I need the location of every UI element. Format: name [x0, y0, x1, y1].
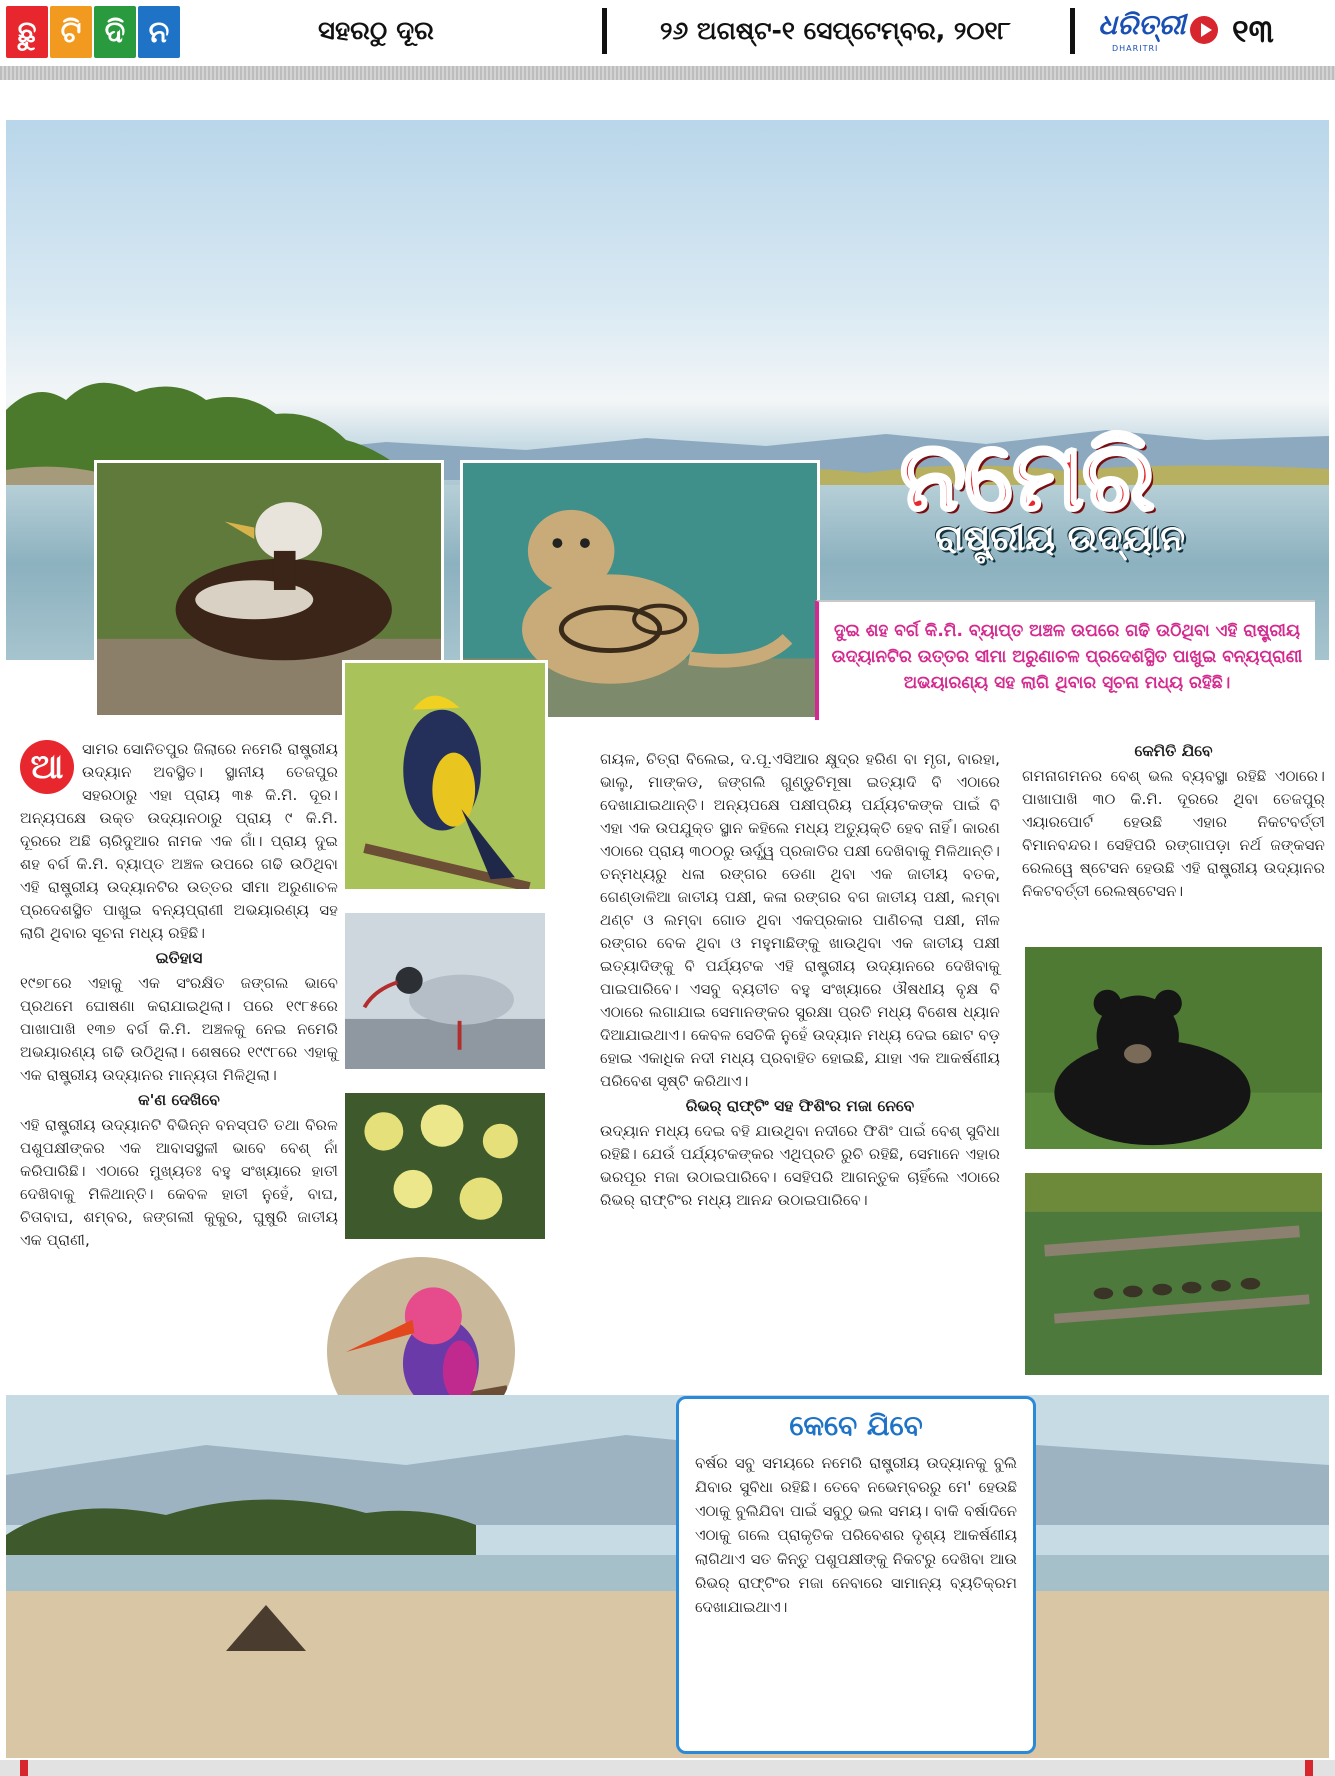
heading-how-to-reach: କେମିତି ଯିବେ — [1134, 742, 1213, 760]
footer-marker — [20, 1760, 28, 1776]
photo-ibisbill — [342, 910, 548, 1072]
paragraph-rafting: ଉଦ୍ୟାନ ମଧ୍ୟ ଦେଇ ବହି ଯାଉଥିବା ନଦୀରେ ଫିଶିଂ ପାଇଁ ବେଶ୍ ସୁବିଧା ରହିଛି। ଯେଉଁ ପର୍ଯ୍ୟଟକଙ୍କର ଏଥିପ୍ରତି ରୁଚି ରହିଛି, ସେମାନେ ଏହାର ଭରପୂର ମଜା ଉଠାଇପାରିବେ। ସେହିପରି ଆଗନ୍ତୁକ ଚାହିଁଲେ ଏଠାରେ ରିଭର୍ ରାଫ୍ଟିଂର ମଧ୍ୟ ଆନନ୍ଦ ଉଠାଇପାରିବେ। — [600, 1122, 1000, 1209]
paragraph-how-to-reach: ଗମନାଗମନର ବେଶ୍ ଭଲ ବ୍ୟବସ୍ଥା ରହିଛି ଏଠାରେ। ପାଖାପାଖି ୩୦ କି.ମି. ଦୂରରେ ଥିବା ତେଜପୁର୍ ଏୟାରପୋର୍ଟ ହେଉଛି ଏହାର ନିକଟବର୍ତ୍ତୀ ବିମାନବନ୍ଦର। ସେହିପରି ରଙ୍ଗାପଡ଼ା ନର୍ଥ ଜଙ୍କସନ ରେଲୱେ ଷ୍ଟେସନ ହେଉଛି ଏହି ରାଷ୍ଟ୍ରୀୟ ଉଦ୍ୟାନର ନିକଟବର୍ତ୍ତୀ ରେଲଷ୍ଟେସନ। — [1022, 767, 1325, 900]
masthead-char: ଦି — [94, 6, 136, 58]
paragraph-location: ସାମର ସୋନିତପୁର ଜିଲାରେ ନମେରି ରାଷ୍ଟ୍ରୀୟ ଉଦ୍ୟାନ ଅବସ୍ଥିତ। ସ୍ଥାନୀୟ ତେଜପୁର ସହରଠାରୁ ଏହା ପ୍ରାୟ ୩୫ କି.ମି. ଦୂର। ଅନ୍ୟପକ୍ଷେ ଉକ୍ତ ଉଦ୍ୟାନଠାରୁ ପ୍ରାୟ ୯ କି.ମି. ଦୂରରେ ଅଛି ଚାରିଦୁଆର ନାମକ ଏକ ଗାଁ। ପ୍ରାୟ ଦୁଇ ଶହ ବର୍ଗ କି.ମି. ବ୍ୟାପ୍ତ ଅଞ୍ଚଳ ଉପରେ ଗଢି ଉଠିଥିବା ଏହି ରାଷ୍ଟ୍ରୀୟ ଉଦ୍ୟାନଟିର ଉତ୍ତର ସୀମା ଅରୁଣାଚଳ ପ୍ରଦେଶସ୍ଥିତ ପାଖୁଇ ବନ୍ୟପ୍ରାଣୀ ଅଭୟାରଣ୍ୟ ସହ ଲାଗି ଥିବାର ସୂଚନା ମଧ୍ୟ ରହିଛି। — [20, 740, 338, 942]
masthead-char: ଛୁ — [6, 6, 48, 58]
intro-summary: ଦୁଇ ଶହ ବର୍ଗ କି.ମି. ବ୍ୟାପ୍ତ ଅଞ୍ଚଳ ଉପରେ ଗଢି ଉଠିଥିବା ଏହି ରାଷ୍ଟ୍ରୀୟ ଉଦ୍ୟାନଟିର ଉତ୍ତର ସୀମା ଅରୁଣାଚଳ ପ୍ରଦେଶସ୍ଥିତ ପାଖୁଇ ବନ୍ୟପ୍ରାଣୀ ଅଭୟାରଣ୍ୟ ସହ ଲାଗି ଥିବାର ସୂଚନା ମଧ୍ୟ ରହିଛି। — [815, 600, 1315, 720]
header-divider — [1070, 8, 1075, 54]
photo-river-turtles — [1022, 1170, 1325, 1378]
paragraph-wildlife: ଗୟଳ, ଚିତ୍ରା ବିଲେଇ, ଦ.ପୂ.ଏସିଆର କ୍ଷୁଦ୍ର ହରିଣ ବା ମୃଗ, ବାରହା, ଭାଲୁ, ମାଙ୍କଡ, ଜଙ୍ଗଲି ଗୁଣ୍ଡୁଚିମୂଷା ଇତ୍ୟାଦି ବି ଏଠାରେ ଦେଖାଯାଇଥାନ୍ତି। ଅନ୍ୟପକ୍ଷେ ପକ୍ଷୀପ୍ରିୟ ପର୍ଯ୍ୟଟକଙ୍କ ପାଇଁ ବି ଏହା ଏକ ଉପଯୁକ୍ତ ସ୍ଥାନ କହିଲେ ମଧ୍ୟ ଅତ୍ୟୁକ୍ତି ହେବ ନାହିଁ। କାରଣ ଏଠାରେ ପ୍ରାୟ ୩୦୦ରୁ ଊର୍ଦ୍ଧ୍ୱ ପ୍ରଜାତିର ପକ୍ଷୀ ଦେଖିବାକୁ ମିଳିଥାନ୍ତି। ତନ୍ମଧ୍ୟରୁ ଧଳା ରଙ୍ଗର ଡେଣା ଥିବା ଏକ ଜାତୀୟ ବତକ, ଗେଣ୍ଡାଳିଆ ଜାତୀୟ ପକ୍ଷୀ, କଳା ରଙ୍ଗର ବଗ ଜାତୀୟ ପକ୍ଷୀ, ଲମ୍ବା ଥଣ୍ଟ ଓ ଲମ୍ବା ଗୋଡ ଥିବା ଏକପ୍ରକାର ପାଣିଚଲା ପକ୍ଷୀ, ନୀଳ ରଙ୍ଗର ବେକ ଥିବା ଓ ମହୁମାଛିଙ୍କୁ ଖାଉଥିବା ଏକ ଜାତୀୟ ପକ୍ଷୀ ଇତ୍ୟାଦିଙ୍କୁ ବି ପର୍ଯ୍ୟଟକ ଏହି ରାଷ୍ଟ୍ରୀୟ ଉଦ୍ୟାନରେ ଦେଖିବାକୁ ପାଇପାରିବେ। ଏସବୁ ବ୍ୟତୀତ ବହୁ ସଂଖ୍ୟାରେ ଔଷଧୀୟ ବୃକ୍ଷ ବି ଏଠାରେ ଲଗାଯାଇ ସେମାନଙ୍କର ସୁରକ୍ଷା ପ୍ରତି ମଧ୍ୟ ବିଶେଷ ଧ୍ୟାନ ଦିଆଯାଇଥାଏ। କେବଳ ସେତିକି ନୁହେଁ ଉଦ୍ୟାନ ମଧ୍ୟ ଦେଇ ଛୋଟ ବଡ଼ ହୋଇ ଏକାଧିକ ନଦୀ ମଧ୍ୟ ପ୍ରବାହିତ ହୋଇଛି, ଯାହା ଏକ ଆକର୍ଷଣୀୟ ପରିବେଶ ସୃଷ୍ଟି କରିଥାଏ। — [600, 750, 1000, 1090]
article-subtitle: ରାଷ୍ଟ୍ରୀୟ ଉଦ୍ୟାନ — [935, 518, 1186, 559]
paragraph-when-to-go: ବର୍ଷର ସବୁ ସମୟରେ ନମେରି ରାଷ୍ଟ୍ରୀୟ ଉଦ୍ୟାନକୁ ବୁଲି ଯିବାର ସୁବିଧା ରହିଛି। ତେବେ ନଭେମ୍ବରରୁ ମେ' ହେଉଛି ଏଠାକୁ ବୁଲିଯିବା ପାଇଁ ସବୁଠୁ ଭଲ ସମୟ। ବାକି ବର୍ଷାଦିନେ ଏଠାକୁ ଗଲେ ପ୍ରାକୃତିକ ପରିବେଶର ଦୃଶ୍ୟ ଆକର୍ଷଣୀୟ ଲାଗିଥାଏ ସତ କିନ୍ତୁ ପଶୁପକ୍ଷୀଙ୍କୁ ନିକଟରୁ ଦେଖିବା ଆଉ ରିଭର୍ ରାଫ୍ଟିଂର ମଜା ନେବାରେ ସାମାନ୍ୟ ବ୍ୟତିକ୍ରମ ଦେଖାଯାଇଥାଏ। — [695, 1454, 1017, 1616]
photo-himalayan-black-bear — [1022, 944, 1325, 1152]
masthead — [6, 6, 180, 58]
masthead-char: ଟି — [50, 6, 92, 58]
page-header — [0, 0, 1335, 70]
riverbank-scene — [6, 1395, 1329, 1758]
issue-date: ୨୬ ଅଗଷ୍ଟ-୧ ସେପ୍ଟେମ୍ବର, ୨୦୧୮ — [660, 16, 1011, 45]
section-title: ସହରଠୁ ଦୂର — [318, 16, 434, 46]
article-column-3 — [1022, 738, 1325, 938]
paragraph-history: ୧୯୭୮ରେ ଏହାକୁ ଏକ ସଂରକ୍ଷିତ ଜଙ୍ଗଲ ଭାବେ ପ୍ରଥମେ ଘୋଷଣା କରାଯାଇଥିଲା। ପରେ ୧୯୮୫ରେ ପାଖାପାଖି ୧୩୭ ବର୍ଗ କି.ମି. ଅଞ୍ଚଳକୁ ନେଇ ନମେରି ଅଭୟାରଣ୍ୟ ଗଢି ଉଠିଥିଲା। ଶେଷରେ ୧୯୯୮ରେ ଏହାକୁ ଏକ ରାଷ୍ଟ୍ରୀୟ ଉଦ୍ୟାନର ମାନ୍ୟତା ମିଳିଥିଲା। — [20, 974, 338, 1084]
paragraph-what-to-see: ଏହି ରାଷ୍ଟ୍ରୀୟ ଉଦ୍ୟାନଟି ବିଭିନ୍ନ ବନସ୍ପତି ତଥା ବିରଳ ପଶୁପକ୍ଷୀଙ୍କର ଏକ ଆବାସସ୍ଥଳୀ ଭାବେ ବେଶ୍ ନାଁ କରିପାରିଛି। ଏଠାରେ ମୁଖ୍ୟତଃ ବହୁ ସଂଖ୍ୟାରେ ହାତୀ ଦେଖିବାକୁ ମିଳିଥାନ୍ତି। କେବଳ ହାତୀ ନୁହେଁ, ବାଘ, ଚିତାବାଘ, ଶମ୍ବର, ଜଙ୍ଗଲୀ କୁକୁର, ଘୁଷୁରି ଜାତୀୟ ଏକ ପ୍ରାଣୀ, — [20, 1116, 338, 1249]
photo-sultan-tit — [342, 660, 548, 892]
footer-marker — [1305, 1760, 1313, 1776]
article-column-1 — [20, 738, 338, 1388]
play-icon — [1190, 16, 1218, 44]
header-rule — [0, 66, 1335, 80]
heading-what-to-see: କ'ଣ ଦେଖିବେ — [138, 1091, 220, 1109]
article-title: ନମେରି — [900, 420, 1153, 532]
brand-subtitle: DHARITRI — [1112, 44, 1159, 53]
heading-history: ଇତିହାସ — [155, 949, 203, 967]
page-number: ୧୩ — [1232, 12, 1274, 50]
photo-yellow-orchids — [342, 1090, 548, 1242]
when-to-go-box — [676, 1396, 1036, 1754]
masthead-char: ନ — [138, 6, 180, 58]
riverbank-illustration — [6, 1395, 1329, 1758]
brand-logo: ଧରିତ୍ରୀ — [1098, 8, 1186, 41]
header-divider — [602, 8, 607, 54]
heading-rafting: ରିଭର୍ ରାଫ୍ଟିଂ ସହ ଫିଶିଂର ମଜା ନେବେ — [685, 1097, 915, 1115]
heading-when-to-go: କେବେ ଯିବେ — [789, 1409, 923, 1442]
drop-cap: ଆ — [20, 740, 74, 794]
article-column-2 — [600, 748, 1000, 1348]
footer-rule — [0, 1760, 1335, 1776]
